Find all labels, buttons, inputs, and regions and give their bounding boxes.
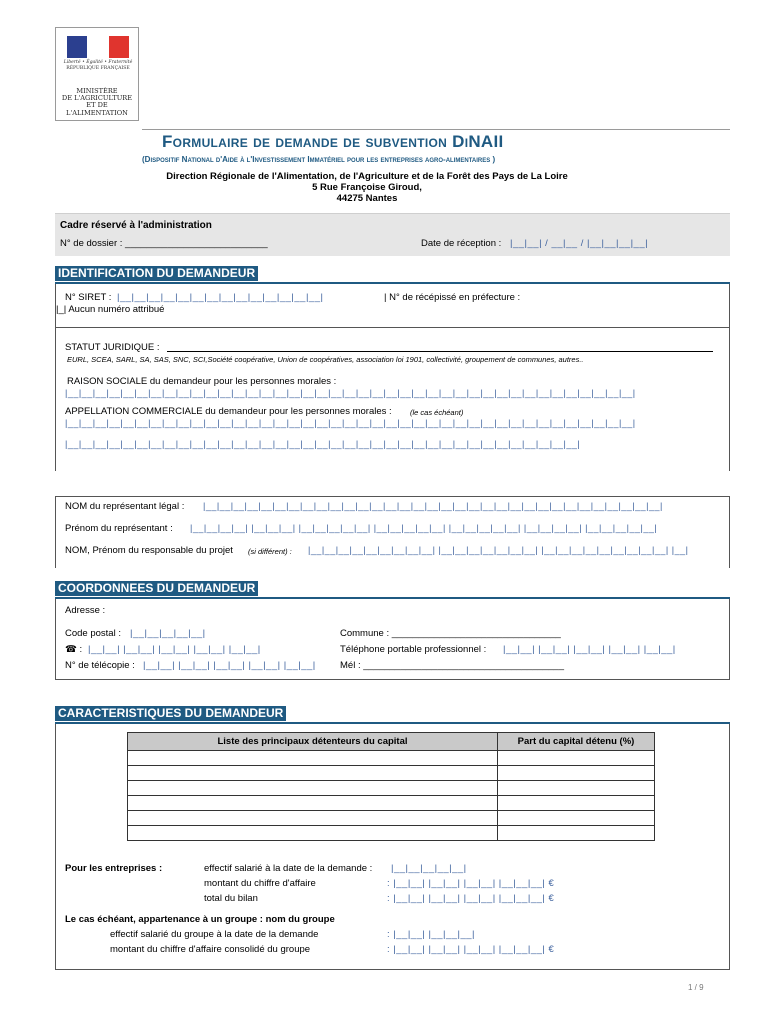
mel-field[interactable]: Mél : ______________________________________ xyxy=(340,660,564,671)
marianne-flag-icon xyxy=(67,36,129,58)
table-cell[interactable] xyxy=(498,811,655,826)
portable-field[interactable]: |__|__| |__|__| |__|__| |__|__| |__|__| xyxy=(503,644,676,655)
table-cell[interactable] xyxy=(498,826,655,841)
effectif-label: effectif salarié à la date de la demande : xyxy=(204,863,373,874)
section-coordonnees-title: COORDONNEES DU DEMANDEUR xyxy=(55,581,258,596)
frame-left-2 xyxy=(55,496,56,568)
frame-bottom-4 xyxy=(55,969,730,970)
bilan-label: total du bilan xyxy=(204,893,258,904)
direction-city: 44275 Nantes xyxy=(336,193,398,204)
groupe-effectif-label: effectif salarié du groupe à la date de la demande xyxy=(110,929,319,940)
effectif-field[interactable]: |__|__|__|__|__| xyxy=(391,863,467,874)
frame-left-4 xyxy=(55,724,56,970)
table-row xyxy=(128,766,655,781)
no-number-checkbox[interactable]: |_| Aucun numéro attribué xyxy=(56,304,165,315)
reception-label: Date de réception : xyxy=(421,238,502,249)
table-cell[interactable] xyxy=(498,766,655,781)
siret-field[interactable]: |__|__|__|__|__|__|__|__|__|__|__|__|__|__| xyxy=(117,292,324,303)
section-identification-title: IDENTIFICATION DU DEMANDEUR xyxy=(55,266,258,281)
table-cell[interactable] xyxy=(128,751,498,766)
appellation-label: APPELLATION COMMERCIALE du demandeur pour les personnes morales : xyxy=(65,406,392,417)
ministry-logo xyxy=(55,27,139,121)
frame-right-3 xyxy=(729,599,730,680)
frame-right xyxy=(729,284,730,471)
table-cell[interactable] xyxy=(498,751,655,766)
raison-field[interactable]: |__|__|__|__|__|__|__|__|__|__|__|__|__|__|__|__|__|__|__|__|__|__|__|__|__|__|__|__|__|__|__|__|__|__|__|__|__|__|__|__|__| xyxy=(65,388,636,398)
fax-field[interactable]: |__|__| |__|__| |__|__| |__|__| |__|__| xyxy=(143,660,316,671)
appellation-note: (le cas échéant) xyxy=(410,408,464,417)
republic-label: RÉPUBLIQUE FRANÇAISE xyxy=(66,66,130,71)
tel-field[interactable]: |__|__| |__|__| |__|__| |__|__| |__|__| xyxy=(88,644,261,655)
ca-field[interactable]: : |__|__| |__|__| |__|__| |__|__|__| € xyxy=(387,878,555,889)
recepisse-label: | N° de récépissé en préfecture : xyxy=(384,292,521,303)
resp-note: (si différent) : xyxy=(248,547,292,556)
prenom-rep-field[interactable]: |__|__|__|__| |__|__|__| |__|__|__|__|__| |__|__|__|__|__| |__|__|__|__|__| |__|__|__|__| |__|__|__|__|__| xyxy=(190,523,658,533)
entreprises-label: Pour les entreprises : xyxy=(65,863,163,874)
table-cell[interactable] xyxy=(498,796,655,811)
frame-bottom-3 xyxy=(55,679,730,680)
form-subtitle: (Dispositif National d'Aide à l'Investissement Immatériel pour les entreprises agro-alimentaires ) xyxy=(142,155,496,164)
section-rule xyxy=(55,722,730,724)
table-row xyxy=(128,751,655,766)
groupe-effectif-field[interactable]: : |__|__| |__|__|__| xyxy=(387,929,476,940)
groupe-ca-field[interactable]: : |__|__| |__|__| |__|__| |__|__|__| € xyxy=(387,944,555,955)
appellation-field-2[interactable]: |__|__|__|__|__|__|__|__|__|__|__|__|__|__|__|__|__|__|__|__|__|__|__|__|__|__|__|__|__|__|__|__|__|__|__|__|__| xyxy=(65,439,581,449)
frame-right-2 xyxy=(729,496,730,568)
dossier-field[interactable]: N° de dossier : ___________________________ xyxy=(60,238,268,249)
raison-label: RAISON SOCIALE du demandeur pour les personnes morales : xyxy=(67,376,337,387)
page-number: 1 / 9 xyxy=(688,983,704,992)
nom-rep-field[interactable]: |__|__|__|__|__|__|__|__|__|__|__|__|__|__|__|__|__|__|__|__|__|__|__|__|__|__|__|__|__|__|__|__|__| xyxy=(203,501,663,511)
fax-label: N° de télécopie : xyxy=(65,660,135,671)
prenom-rep-label: Prénom du représentant : xyxy=(65,523,173,534)
col-header-detenteurs: Liste des principaux détenteurs du capital xyxy=(128,733,498,751)
title-rule xyxy=(142,129,730,130)
statut-label: STATUT JURIDIQUE : xyxy=(65,342,160,353)
direction-block xyxy=(142,171,592,204)
statut-options: EURL, SCEA, SARL, SA, SAS, SNC, SCI,Société coopérative, Union de coopératives, association loi 1901, collectivité, groupement de communes, autres.. xyxy=(67,355,584,364)
form-title: Formulaire de demande de subvention DiNAII xyxy=(162,132,504,151)
admin-title: Cadre réservé à l'administration xyxy=(60,220,212,231)
table-row xyxy=(128,781,655,796)
table-row xyxy=(128,826,655,841)
table-cell[interactable] xyxy=(128,811,498,826)
adresse-label: Adresse : xyxy=(65,605,106,616)
frame-top-2 xyxy=(55,496,730,497)
commune-field[interactable]: Commune : ________________________________ xyxy=(340,628,561,639)
frame-divider xyxy=(55,327,730,328)
table-cell[interactable] xyxy=(128,781,498,796)
ministry-name: MINISTÈRE DE L'AGRICULTURE ET DE L'ALIMENTATION xyxy=(61,87,133,117)
groupe-ca-label: montant du chiffre d'affaire consolidé du groupe xyxy=(110,944,311,955)
table-cell[interactable] xyxy=(128,796,498,811)
statut-line[interactable] xyxy=(167,351,713,352)
frame-left-3 xyxy=(55,599,56,680)
portable-label: Téléphone portable professionnel : xyxy=(340,644,487,655)
reception-date-field[interactable]: |__|__| / __|__ / |__|__|__|__| xyxy=(510,238,649,249)
nom-rep-label: NOM du représentant légal : xyxy=(65,501,185,512)
direction-address: 5 Rue Françoise Giroud, xyxy=(312,182,422,193)
cp-label: Code postal : xyxy=(65,628,121,639)
resp-label: NOM, Prénom du responsable du projet xyxy=(65,545,233,556)
bilan-field[interactable]: : |__|__| |__|__| |__|__| |__|__|__| € xyxy=(387,893,555,904)
tel-label: ☎ : xyxy=(65,644,83,655)
table-row xyxy=(128,811,655,826)
frame-right-4 xyxy=(729,724,730,970)
table-cell[interactable] xyxy=(498,781,655,796)
motto: Liberté • Égalité • Fraternité xyxy=(63,60,133,65)
section-rule xyxy=(55,282,730,284)
table-cell[interactable] xyxy=(128,826,498,841)
table-cell[interactable] xyxy=(128,766,498,781)
siret-label: N° SIRET : xyxy=(65,292,112,303)
ca-label: montant du chiffre d'affaire xyxy=(204,878,316,889)
resp-field[interactable]: |__|__|__|__|__|__|__|__|__| |__|__|__|__|__|__|__| |__|__|__|__|__|__|__|__|__| |__| xyxy=(308,545,689,555)
section-rule xyxy=(55,597,730,599)
table-row xyxy=(128,796,655,811)
groupe-label: Le cas échéant, appartenance à un groupe : nom du groupe xyxy=(65,914,335,925)
section-caracteristiques-title: CARACTERISTIQUES DU DEMANDEUR xyxy=(55,706,286,721)
appellation-field-1[interactable]: |__|__|__|__|__|__|__|__|__|__|__|__|__|__|__|__|__|__|__|__|__|__|__|__|__|__|__|__|__|__|__|__|__|__|__|__|__|__|__|__|__| xyxy=(65,418,636,428)
col-header-part: Part du capital détenu (%) xyxy=(498,733,655,751)
direction-name: Direction Régionale de l'Alimentation, de l'Agriculture et de la Forêt des Pays de La Loire xyxy=(166,171,568,182)
capital-table xyxy=(127,732,655,841)
cp-field[interactable]: |__|__|__|__|__| xyxy=(130,628,206,639)
